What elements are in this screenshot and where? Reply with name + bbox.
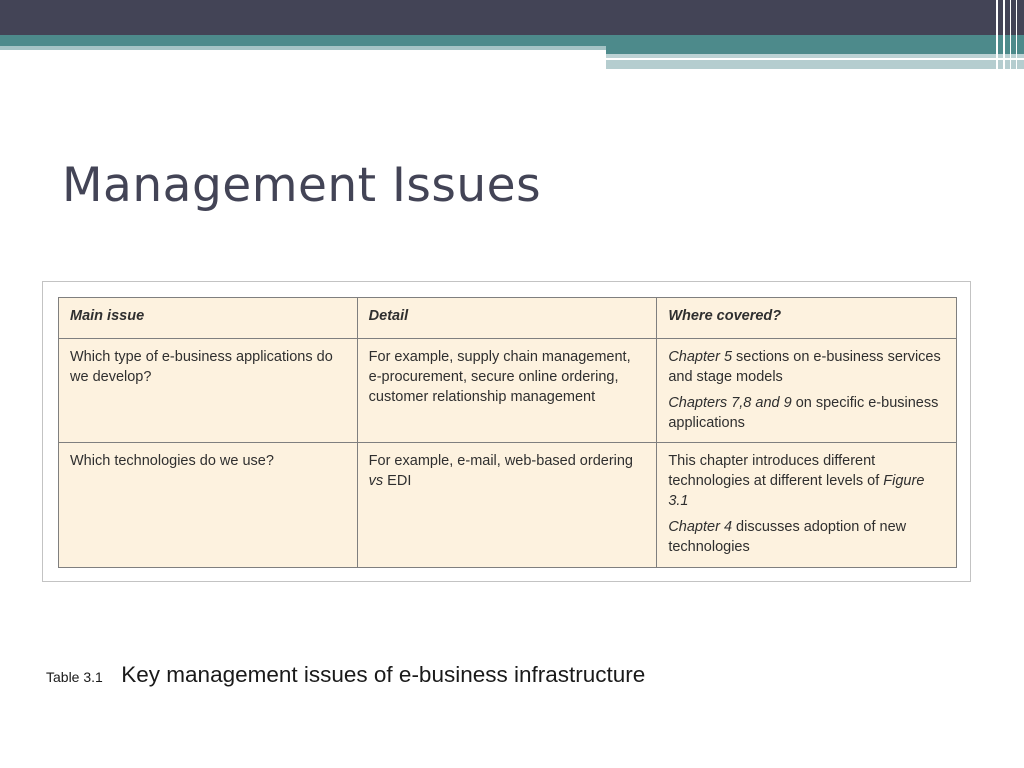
detail-text: For example, e-mail, web-based ordering [368,453,633,469]
coverage-text: discusses adoption of new technologies [668,519,907,555]
header-teal-band-right [606,46,1024,54]
coverage-text: on specific e-business applications [668,395,939,431]
column-header: Main issue [59,298,358,339]
header-dark-bar [0,0,1024,35]
table-header-row [59,298,957,339]
chapter-reference: Chapter 4 [668,519,733,535]
coverage-note [668,393,945,433]
detail-vs: vs [368,473,384,489]
coverage-text: This chapter introduces different technologies at different levels of [668,453,884,489]
coverage-note [668,517,945,557]
management-issues-table [58,297,957,568]
chapter-reference: Chapter 5 [668,349,733,365]
column-header: Where covered? [657,298,957,339]
table-caption [46,662,645,688]
header-vertical-rule [1016,0,1017,70]
table-image-frame [42,281,971,582]
table-row [59,443,957,568]
coverage-text: sections on e-business services and stage models [668,349,941,385]
issue-cell: Which technologies do we use? [59,443,358,568]
issue-cell: Which type of e-business applications do we develop? [59,339,358,443]
table-row [59,339,957,443]
header-teal-band [0,35,1024,46]
slide-title: Management Issues [62,158,542,213]
column-header: Detail [357,298,657,339]
detail-cell [357,443,657,568]
header-light-strip [0,46,606,50]
caption-text: Key management issues of e-business infrastructure [121,662,646,687]
caption-label: Table 3.1 [46,669,103,685]
coverage-note [668,451,945,511]
figure-reference: Figure 3.1 [668,473,925,509]
chapter-reference: Chapters 7,8 and 9 [668,395,792,411]
coverage-note [668,347,945,387]
header-vertical-rule [1003,0,1005,70]
header-vertical-rule [996,0,998,70]
where-covered-cell [657,443,957,568]
detail-cell: For example, supply chain management, e-procurement, secure online ordering, customer relationship management [357,339,657,443]
where-covered-cell [657,339,957,443]
header-pale-band-lower [606,60,1024,69]
header-vertical-rule [1010,0,1011,70]
detail-text: EDI [383,473,412,489]
